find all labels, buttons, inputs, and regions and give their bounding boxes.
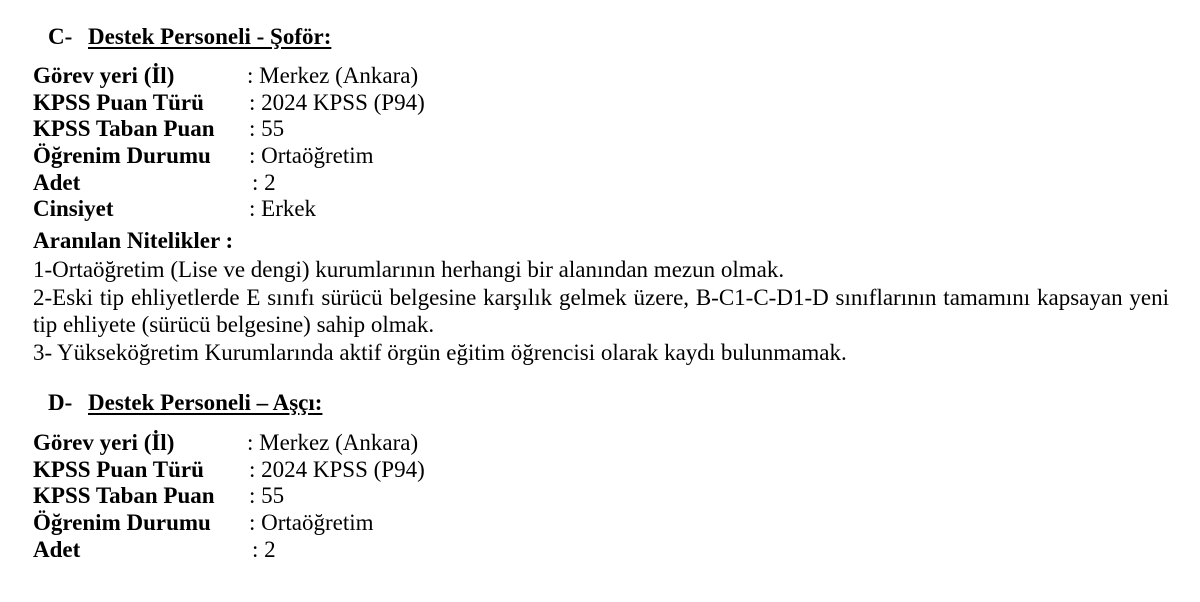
field-label: Görev yeri (İl) bbox=[33, 63, 175, 88]
field-value: : Ortaöğretim bbox=[249, 143, 374, 169]
field-value: : Ortaöğretim bbox=[249, 510, 374, 536]
field-row bbox=[33, 430, 419, 457]
section-title: Destek Personeli - Şoför: bbox=[88, 24, 332, 49]
field-label: Adet bbox=[33, 536, 81, 562]
field-label: KPSS Puan Türü bbox=[33, 89, 204, 115]
field-row bbox=[33, 143, 374, 170]
requirement-item: 3- Yükseköğretim Kurumlarında aktif örgün eğitim öğrencisi olarak kaydı bulunmamak. bbox=[33, 339, 847, 365]
field-label: Adet bbox=[33, 169, 81, 195]
field-row bbox=[33, 536, 276, 564]
section-c-heading bbox=[48, 23, 331, 51]
field-label: KPSS Taban Puan bbox=[33, 483, 215, 509]
field-label: Görev yeri (İl) bbox=[33, 430, 175, 455]
field-value: : 2 bbox=[252, 536, 276, 562]
field-value: : Merkez (Ankara) bbox=[247, 63, 419, 88]
field-value: : 2024 KPSS (P94) bbox=[249, 89, 425, 115]
requirement-item: 1-Ortaöğretim (Lise ve dengi) kurumlarının herhangi bir alanından mezun olmak. bbox=[33, 257, 785, 282]
section-d-fields bbox=[33, 430, 425, 563]
field-row bbox=[33, 116, 285, 143]
requirements-list bbox=[33, 256, 1169, 366]
requirements-heading: Aranılan Nitelikler : bbox=[33, 228, 234, 253]
field-row bbox=[33, 483, 285, 510]
field-row bbox=[33, 456, 425, 484]
field-row bbox=[33, 89, 425, 117]
field-row bbox=[33, 63, 419, 90]
field-row bbox=[33, 196, 317, 223]
section-letter: D- bbox=[48, 390, 73, 415]
field-label: Cinsiyet bbox=[33, 196, 114, 222]
field-row bbox=[33, 169, 276, 197]
requirement-item: 2-Eski tip ehliyetlerde E sınıfı sürücü belgesine karşılık gelmek üzere, B-C1-C-D1-D sınıflarının tamamını kapsayan yeni tip ehliyete (sürücü belgesine) sahip olmak. bbox=[33, 284, 1169, 337]
field-label: KPSS Taban Puan bbox=[33, 116, 215, 142]
field-value: : Merkez (Ankara) bbox=[247, 430, 419, 455]
field-value: : 55 bbox=[249, 483, 285, 509]
field-value: : Erkek bbox=[249, 196, 317, 222]
section-c-fields bbox=[33, 63, 425, 223]
section-letter: C- bbox=[48, 24, 73, 49]
section-d-heading bbox=[48, 389, 322, 417]
section-title: Destek Personeli – Aşçı: bbox=[88, 390, 323, 415]
field-value: : 2 bbox=[252, 169, 276, 195]
field-row bbox=[33, 510, 374, 537]
field-label: Öğrenim Durumu bbox=[33, 143, 211, 169]
field-label: Öğrenim Durumu bbox=[33, 510, 211, 536]
field-value: : 55 bbox=[249, 116, 285, 142]
field-label: KPSS Puan Türü bbox=[33, 456, 204, 482]
field-value: : 2024 KPSS (P94) bbox=[249, 456, 425, 482]
